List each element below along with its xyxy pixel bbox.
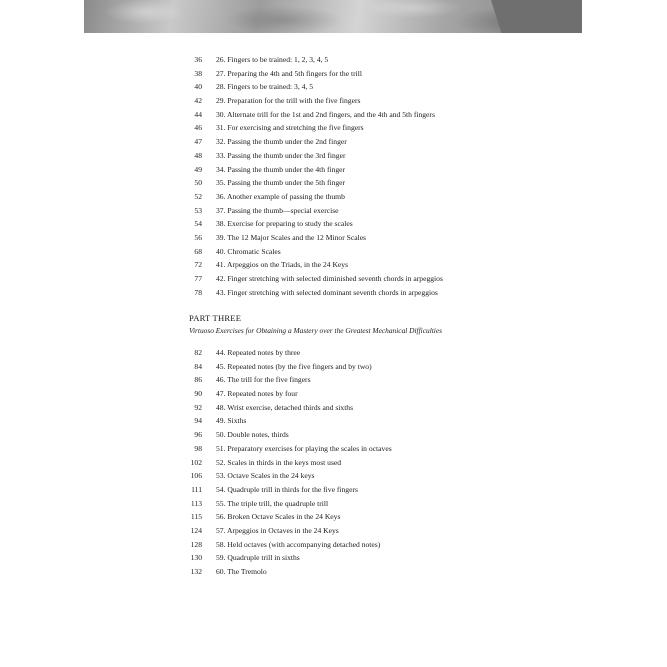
contents-entry (182, 108, 522, 122)
contents-entry (182, 258, 522, 272)
page-number: 90 (194, 389, 202, 399)
contents-entry (182, 469, 522, 483)
contents-entry (182, 346, 522, 360)
page-number: 130 (190, 553, 202, 563)
page-number: 72 (194, 260, 202, 270)
page-number: 113 (190, 498, 202, 508)
contents-entry (182, 231, 522, 245)
exercise-title: 47. Repeated notes by four (216, 389, 298, 399)
exercise-title: 34. Passing the thumb under the 4th finger (216, 164, 346, 174)
exercise-title: 27. Preparing the 4th and 5th fingers for the trill (216, 68, 362, 78)
page-number: 46 (194, 123, 202, 133)
page-number: 36 (194, 55, 202, 64)
contents-list-part-three (182, 346, 522, 579)
contents-entry (182, 190, 522, 204)
page-number: 42 (194, 96, 202, 106)
contents-entry (182, 176, 522, 190)
contents-entry (182, 497, 522, 511)
exercise-title: 58. Held octaves (with accompanying detached notes) (216, 539, 381, 549)
exercise-title: 52. Scales in thirds in the keys most used (216, 457, 342, 467)
page-number: 82 (194, 348, 202, 357)
page-number: 47 (194, 137, 202, 147)
contents-entry (182, 67, 522, 81)
exercise-title: 40. Chromatic Scales (216, 246, 281, 256)
exercise-title: 33. Passing the thumb under the 3rd finger (216, 150, 346, 160)
page-number: 111 (191, 484, 202, 494)
contents-entry (182, 53, 522, 67)
contents-entry (182, 360, 522, 374)
contents-entry (182, 565, 522, 579)
contents-entry (182, 121, 522, 135)
exercise-title: 38. Exercise for preparing to study the scales (216, 219, 353, 229)
exercise-title: 32. Passing the thumb under the 2nd finger (216, 137, 347, 147)
exercise-title: 49. Sixths (216, 416, 247, 426)
exercise-title: 48. Wrist exercise, detached thirds and sixths (216, 402, 354, 412)
page-number: 49 (194, 164, 202, 174)
exercise-title: 59. Quadruple trill in sixths (216, 553, 300, 563)
contents-entry (182, 94, 522, 108)
contents-entry (182, 483, 522, 497)
part-three-subtitle: Virtuoso Exercises for Obtaining a Mastery over the Greatest Mechanical Difficulties (189, 326, 443, 335)
page-number: 50 (194, 178, 202, 188)
exercise-title: 54. Quadruple trill in thirds for the five fingers (216, 484, 358, 494)
exercise-title: 46. The trill for the five fingers (216, 375, 311, 385)
contents-entry (182, 80, 522, 94)
page-number: 77 (194, 274, 202, 283)
page-number: 86 (194, 375, 202, 385)
contents-entry (182, 373, 522, 387)
page-number: 38 (194, 68, 202, 78)
exercise-title: 31. For exercising and stretching the five fingers (216, 123, 364, 133)
exercise-title: 39. The 12 Major Scales and the 12 Minor Scales (216, 232, 367, 242)
exercise-title: 45. Repeated notes (by the five fingers and by two) (216, 361, 372, 371)
page-number: 92 (194, 402, 202, 412)
exercise-title: 36. Another example of passing the thumb (216, 191, 345, 201)
page-number: 94 (194, 416, 202, 426)
page-number: 56 (194, 232, 202, 242)
page-number: 106 (190, 471, 202, 481)
exercise-title: 26. Fingers to be trained: 1, 2, 3, 4, 5 (216, 55, 329, 64)
page-number: 98 (194, 443, 202, 453)
contents-entry (182, 204, 522, 218)
page-number: 53 (194, 205, 202, 215)
exercise-title: 51. Preparatory exercises for playing the scales in octaves (216, 443, 392, 453)
contents-entry (182, 163, 522, 177)
page-number: 132 (190, 567, 202, 576)
page-number: 128 (190, 539, 202, 549)
contents-entry (182, 286, 522, 300)
contents-entry (182, 551, 522, 565)
exercise-title: 53. Octave Scales in the 24 keys (216, 471, 315, 481)
exercise-title: 55. The triple trill, the quadruple trill (216, 498, 329, 508)
page-number: 78 (194, 287, 202, 297)
page-number: 40 (194, 82, 202, 92)
exercise-title: 35. Passing the thumb under the 5th finger (216, 178, 346, 188)
exercise-title: 41. Arpeggios on the Triads, in the 24 Keys (216, 260, 349, 270)
exercise-title: 28. Fingers to be trained: 3, 4, 5 (216, 82, 314, 92)
page-number: 115 (190, 512, 202, 522)
contents-list-part-two (182, 53, 522, 299)
page-number: 44 (194, 109, 202, 119)
exercise-title: 57. Arpeggios in Octaves in the 24 Keys (216, 525, 339, 535)
exercise-title: 44. Repeated notes by three (216, 348, 301, 357)
page-number: 54 (194, 219, 202, 229)
page-number: 48 (194, 150, 202, 160)
exercise-title: 42. Finger stretching with selected diminished seventh chords in arpeggios (216, 274, 443, 283)
contents-entry (182, 442, 522, 456)
part-three-heading: PART THREE (189, 313, 242, 323)
exercise-title: 29. Preparation for the trill with the five fingers (216, 96, 361, 106)
contents-entry (182, 387, 522, 401)
exercise-title: 56. Broken Octave Scales in the 24 Keys (216, 512, 341, 522)
header-image-banner (84, 0, 582, 33)
contents-entry (182, 217, 522, 231)
exercise-title: 37. Passing the thumb—special exercise (216, 205, 339, 215)
contents-entry (182, 510, 522, 524)
contents-entry (182, 524, 522, 538)
contents-entry (182, 456, 522, 470)
page-number: 96 (194, 430, 202, 440)
contents-entry (182, 245, 522, 259)
page-number: 124 (190, 525, 202, 535)
page-number: 84 (194, 361, 202, 371)
page-number: 68 (194, 246, 202, 256)
exercise-title: 43. Finger stretching with selected dominant seventh chords in arpeggios (216, 287, 438, 297)
contents-entry (182, 135, 522, 149)
exercise-title: 50. Double notes, thirds (216, 430, 289, 440)
exercise-title: 30. Alternate trill for the 1st and 2nd fingers, and the 4th and 5th fingers (216, 109, 435, 119)
contents-entry (182, 428, 522, 442)
contents-entry (182, 414, 522, 428)
contents-entry (182, 149, 522, 163)
contents-entry (182, 401, 522, 415)
contents-entry (182, 272, 522, 286)
contents-entry (182, 538, 522, 552)
page-number: 102 (190, 457, 202, 467)
exercise-title: 60. The Tremolo (216, 567, 267, 576)
page-number: 52 (194, 191, 202, 201)
